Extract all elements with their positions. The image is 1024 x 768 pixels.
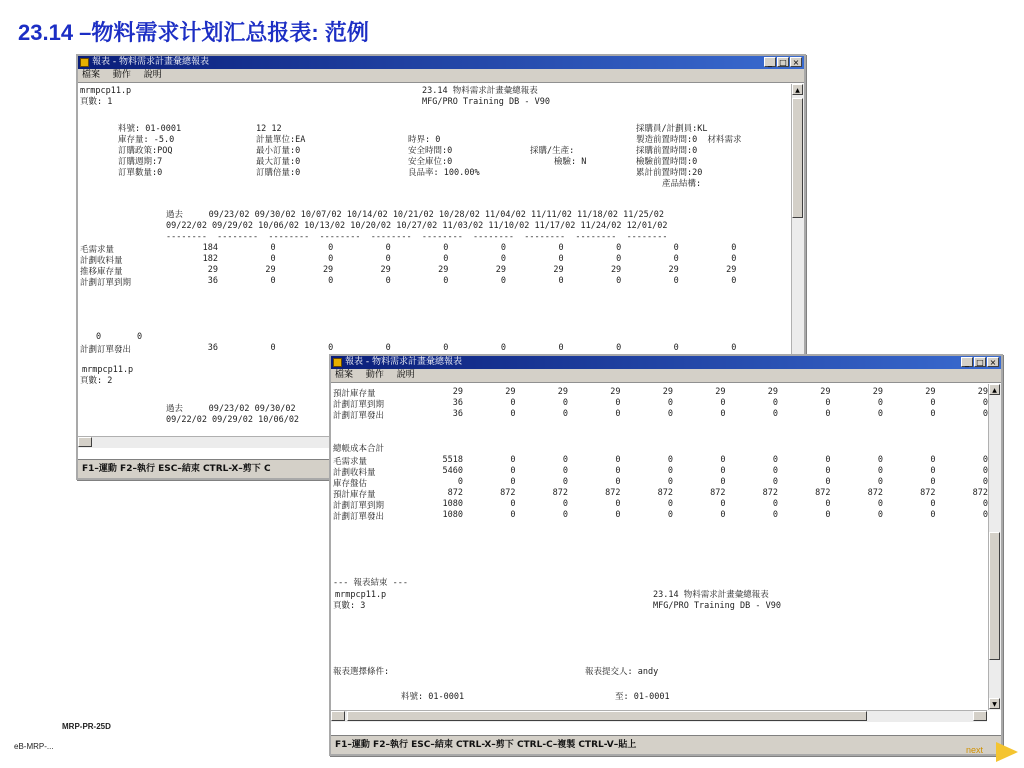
scroll-left-arrow[interactable]	[78, 437, 92, 447]
footer-left: eB-MRP-...	[14, 742, 54, 751]
row-cell: 872	[762, 488, 778, 498]
report-title: 23.14 物料需求計畫彙總報表	[653, 590, 769, 600]
row-cell: 0	[825, 398, 831, 408]
row-label: 計劃收料量	[333, 468, 376, 478]
field-mfg-lt: 製造前置時間:0 材料需求	[636, 135, 742, 145]
row-cell: 0	[825, 466, 831, 476]
row-cell: 0	[457, 477, 463, 487]
row-cell: 0	[825, 455, 831, 465]
menu-file[interactable]: 檔案	[335, 370, 354, 380]
report-content	[331, 384, 989, 710]
cost-section-title: 總帳成本合計	[333, 444, 385, 454]
row-cell: 0	[982, 409, 988, 419]
row-label: 計劃訂單發出	[80, 345, 132, 355]
report-code: mrmpcp11.p	[80, 86, 132, 96]
row-cell: 872	[605, 488, 621, 498]
scroll-up-arrow[interactable]: ▲	[989, 384, 1000, 395]
row-wrap-values: 0 0	[96, 332, 143, 342]
field-max-qty: 最大訂量:0	[256, 157, 301, 167]
field-structure: 產品結構:	[662, 179, 702, 189]
app-icon	[333, 358, 342, 367]
row-cell: 0	[877, 398, 883, 408]
row-cell: 0	[720, 398, 726, 408]
window-title: 報表 - 物料需求計畫彙總報表	[92, 57, 209, 67]
row-cell: 0	[558, 254, 564, 264]
row-cell: 0	[616, 343, 622, 353]
row-label: 計劃收料量	[80, 256, 123, 266]
row-cell: 0	[982, 477, 988, 487]
row-label: 毛需求量	[333, 457, 368, 467]
row-cell: 0	[443, 343, 449, 353]
row-cell: 0	[270, 243, 276, 253]
row-cell: 0	[615, 398, 621, 408]
row-cell: 0	[385, 254, 391, 264]
menu-file[interactable]: 檔案	[82, 70, 101, 80]
row-cell: 0	[877, 477, 883, 487]
row-cell: 872	[972, 488, 988, 498]
row-cell: 29	[207, 265, 218, 275]
row-cell: 872	[710, 488, 726, 498]
row-cell: 5460	[442, 466, 463, 476]
row-cell: 0	[720, 409, 726, 419]
next-label: next	[966, 745, 984, 755]
next-button[interactable]	[966, 742, 1018, 762]
row-cell: 29	[767, 387, 778, 397]
row-cell: 1080	[442, 499, 463, 509]
page2-code: mrmpcp11.p	[82, 365, 134, 375]
close-button[interactable]: ×	[790, 57, 802, 67]
row-cell: 0	[270, 254, 276, 264]
row-cell: 0	[930, 466, 936, 476]
row-cell: 0	[720, 455, 726, 465]
field-time-fence: 時界: 0	[408, 135, 441, 145]
row-cell: 0	[500, 276, 506, 286]
report-end-marker: --- 報表結束 ---	[333, 578, 408, 588]
close-button[interactable]: ×	[987, 357, 999, 367]
row-cell: 0	[562, 477, 568, 487]
row-cell: 0	[667, 466, 673, 476]
footer-code: MRP-PR-25D	[62, 722, 111, 731]
row-cell: 0	[615, 477, 621, 487]
row-cell: 36	[452, 398, 463, 408]
row-cell: 29	[322, 265, 334, 275]
table-row	[80, 243, 794, 254]
row-cell: 0	[558, 276, 564, 286]
row-cell: 29	[380, 265, 391, 275]
row-cell: 29	[715, 387, 726, 397]
period-footer-end: 09/22/02 09/29/02 10/06/02	[166, 415, 300, 425]
row-cell: 0	[667, 455, 673, 465]
row-cell: 0	[615, 499, 621, 509]
scroll-down-arrow[interactable]: ▼	[989, 698, 1000, 709]
menu-help[interactable]: 說明	[396, 370, 415, 380]
page3-number: 頁數: 3	[333, 601, 366, 611]
row-cell: 0	[772, 398, 778, 408]
row-cell: 872	[815, 488, 831, 498]
table-row	[80, 254, 794, 265]
table-row	[80, 276, 794, 287]
menu-action[interactable]: 動作	[112, 70, 131, 80]
row-cell: 872	[447, 488, 463, 498]
table-row	[80, 343, 794, 354]
row-cell: 0	[500, 343, 506, 353]
row-cell: 29	[662, 387, 673, 397]
maximize-button[interactable]: □	[974, 357, 986, 367]
horizontal-scrollbar[interactable]	[331, 710, 987, 722]
criteria-item-from: 料號: 01-0001	[401, 692, 465, 702]
maximize-button[interactable]: □	[777, 57, 789, 67]
menu-help[interactable]: 說明	[143, 70, 162, 80]
row-cell: 0	[673, 254, 679, 264]
period-footer-start: 過去 09/23/02 09/30/02	[166, 404, 296, 414]
row-cell: 0	[982, 398, 988, 408]
table-row	[333, 455, 991, 466]
field-period: 訂購週期:7	[118, 157, 163, 167]
row-cell: 0	[772, 499, 778, 509]
row-cell: 872	[500, 488, 516, 498]
row-cell: 0	[385, 343, 391, 353]
row-cell: 0	[510, 409, 516, 419]
row-cell: 0	[982, 510, 988, 520]
row-cell: 0	[500, 254, 506, 264]
row-cell: 0	[562, 455, 568, 465]
row-cell: 36	[207, 343, 218, 353]
minimize-button[interactable]: _	[961, 357, 973, 367]
minimize-button[interactable]: _	[764, 57, 776, 67]
field-order-qty: 訂單數量:0	[118, 168, 163, 178]
row-label: 推移庫存量	[80, 267, 123, 277]
row-cell: 0	[877, 455, 883, 465]
row-cell: 5518	[442, 455, 463, 465]
report-db: MFG/PRO Training DB - V90	[653, 601, 781, 611]
row-cell: 184	[202, 243, 218, 253]
period-dashes: -------- -------- -------- -------- -------- -------- -------- -------- -------- --------	[166, 232, 668, 242]
row-cell: 0	[772, 477, 778, 487]
table-row	[80, 265, 794, 276]
field-um: 計量單位:EA	[256, 135, 306, 145]
row-cell: 0	[825, 510, 831, 520]
status-bar: F1–運動 F2–執行 ESC–結束 CTRL-X–剪下 CTRL-C–複製 CTRL-V–貼上	[331, 735, 1001, 754]
window-controls	[961, 357, 999, 367]
submitter: 報表提交人: andy	[585, 667, 659, 677]
row-cell: 29	[610, 265, 622, 275]
row-label: 計劃訂單到期	[333, 400, 385, 410]
row-cell: 872	[920, 488, 936, 498]
period-header-end: 09/22/02 09/29/02 10/06/02 10/13/02 10/20/02 10/27/02 11/03/02 11/10/02 11/17/02 11/24/02 12/01/02	[166, 221, 668, 231]
row-cell: 0	[930, 499, 936, 509]
row-cell: 0	[772, 510, 778, 520]
scroll-left-arrow[interactable]	[331, 711, 345, 721]
row-cell: 0	[667, 398, 673, 408]
row-cell: 29	[668, 265, 679, 275]
table-row	[333, 510, 991, 521]
field-pur-mfg: 採購/生產:	[530, 146, 575, 156]
field-ins-lt: 檢驗前置時間:0	[636, 157, 698, 167]
row-cell: 0	[877, 499, 883, 509]
row-cell: 0	[328, 343, 334, 353]
row-cell: 0	[720, 477, 726, 487]
horizontal-scroll-thumb[interactable]	[347, 711, 867, 721]
row-cell: 1080	[442, 510, 463, 520]
row-cell: 0	[731, 243, 737, 253]
row-cell: 0	[720, 499, 726, 509]
row-cell: 0	[510, 510, 516, 520]
row-cell: 0	[982, 499, 988, 509]
criteria-item-to: 至: 01-0001	[615, 692, 670, 702]
row-cell: 182	[202, 254, 218, 264]
scroll-thumb[interactable]	[792, 98, 803, 218]
table-row	[333, 499, 991, 510]
field-multiple: 訂購倍量:0	[256, 168, 301, 178]
row-label: 計劃訂單到期	[333, 501, 385, 511]
row-cell: 0	[930, 510, 936, 520]
app-icon	[80, 58, 89, 67]
scroll-up-arrow[interactable]: ▲	[792, 84, 803, 95]
row-cell: 0	[930, 455, 936, 465]
row-cell: 0	[562, 409, 568, 419]
row-cell: 36	[452, 409, 463, 419]
row-cell: 0	[731, 276, 737, 286]
table-row	[333, 477, 991, 488]
row-cell: 29	[557, 387, 568, 397]
row-cell: 29	[265, 265, 276, 275]
row-cell: 0	[877, 466, 883, 476]
report-title: 23.14 物料需求計畫彙總報表	[422, 86, 538, 96]
field-safety-stock: 安全庫位:0	[408, 157, 453, 167]
row-label: 計劃訂單發出	[333, 512, 385, 522]
row-cell: 0	[510, 477, 516, 487]
row-cell: 0	[877, 510, 883, 520]
row-cell: 872	[657, 488, 673, 498]
slide-title: 23.14 –物料需求计划汇总报表: 范例	[18, 20, 369, 45]
row-cell: 0	[667, 499, 673, 509]
field-inspect: 檢驗: N	[554, 157, 587, 167]
row-cell: 0	[510, 398, 516, 408]
row-cell: 0	[673, 343, 679, 353]
row-cell: 0	[385, 276, 391, 286]
row-cell: 0	[825, 409, 831, 419]
row-cell: 0	[510, 499, 516, 509]
page2-number: 頁數: 2	[80, 376, 113, 386]
table-row	[333, 398, 991, 409]
row-cell: 0	[982, 466, 988, 476]
field-pur-lt: 採購前置時間:0	[636, 146, 698, 156]
page3-code: mrmpcp11.p	[335, 590, 387, 600]
row-cell: 0	[328, 276, 334, 286]
row-cell: 36	[207, 276, 218, 286]
table-row	[333, 488, 991, 499]
row-cell: 0	[673, 276, 679, 286]
row-cell: 0	[930, 409, 936, 419]
row-cell: 0	[270, 276, 276, 286]
row-cell: 0	[500, 243, 506, 253]
row-cell: 29	[438, 265, 449, 275]
row-cell: 0	[720, 466, 726, 476]
row-cell: 0	[720, 510, 726, 520]
row-cell: 0	[772, 455, 778, 465]
row-cell: 0	[562, 499, 568, 509]
field-onhand: 庫存量: -5.0	[118, 135, 175, 145]
row-cell: 29	[820, 387, 831, 397]
field-site: 12 12	[256, 124, 282, 134]
report-window-front	[329, 354, 1003, 756]
row-cell: 29	[726, 265, 737, 275]
row-cell: 0	[562, 398, 568, 408]
period-header-start: 過去 09/23/02 09/30/02 10/07/02 10/14/02 10/21/02 10/28/02 11/04/02 11/11/02 11/18/02 11/25/02	[166, 210, 665, 220]
row-cell: 29	[610, 387, 621, 397]
table-row	[333, 387, 991, 398]
row-cell: 0	[328, 243, 334, 253]
row-cell: 0	[443, 254, 449, 264]
vertical-scrollbar[interactable]	[988, 384, 1001, 710]
row-cell: 872	[552, 488, 568, 498]
row-cell: 872	[867, 488, 883, 498]
row-cell: 0	[825, 499, 831, 509]
status-bar: F1–運動 F2–執行 ESC–結束 CTRL-X–剪下 C	[78, 459, 804, 478]
report-db: MFG/PRO Training DB - V90	[422, 97, 550, 107]
row-cell: 29	[872, 387, 883, 397]
row-cell: 0	[562, 510, 568, 520]
row-cell: 0	[667, 477, 673, 487]
row-cell: 0	[930, 477, 936, 487]
row-cell: 0	[667, 409, 673, 419]
row-cell: 29	[925, 387, 936, 397]
row-label: 預計庫存量	[333, 490, 376, 500]
row-cell: 0	[731, 254, 737, 264]
row-label: 預計庫存量	[333, 389, 376, 399]
row-cell: 29	[505, 387, 516, 397]
row-cell: 0	[443, 276, 449, 286]
window-titlebar[interactable]	[78, 56, 804, 69]
row-cell: 0	[385, 243, 391, 253]
window-titlebar[interactable]	[331, 356, 1001, 369]
row-cell: 0	[558, 243, 564, 253]
next-arrow-icon	[996, 742, 1018, 762]
row-cell: 0	[673, 243, 679, 253]
row-cell: 29	[495, 265, 506, 275]
row-label: 計劃訂單到期	[80, 278, 132, 288]
row-cell: 0	[510, 455, 516, 465]
row-cell: 29	[977, 387, 988, 397]
field-policy: 訂購政策:POQ	[118, 146, 173, 156]
row-cell: 0	[328, 254, 334, 264]
row-cell: 0	[510, 466, 516, 476]
menubar	[331, 369, 1001, 383]
row-cell: 0	[616, 243, 622, 253]
field-cum-lt: 累計前置時間:20	[636, 168, 703, 178]
row-label: 毛需求量	[80, 245, 115, 255]
row-cell: 0	[667, 510, 673, 520]
table-row	[333, 466, 991, 477]
row-cell: 0	[558, 343, 564, 353]
row-cell: 0	[616, 254, 622, 264]
window-title: 報表 - 物料需求計畫彙總報表	[345, 357, 462, 367]
row-label: 計劃訂單發出	[333, 411, 385, 421]
row-cell: 0	[443, 243, 449, 253]
field-min-qty: 最小訂量:0	[256, 146, 301, 156]
row-cell: 0	[562, 466, 568, 476]
row-label: 庫存盤估	[333, 479, 368, 489]
scroll-thumb[interactable]	[989, 532, 1000, 660]
page-number: 頁數: 1	[80, 97, 113, 107]
row-cell: 29	[452, 387, 463, 397]
field-safety-time: 安全時間:0	[408, 146, 453, 156]
field-yield: 良品率: 100.00%	[408, 168, 480, 178]
window-controls	[764, 57, 802, 67]
row-cell: 0	[616, 276, 622, 286]
row-cell: 0	[877, 409, 883, 419]
menubar	[78, 69, 804, 83]
field-item: 料號: 01-0001	[118, 124, 182, 134]
row-cell: 0	[982, 455, 988, 465]
field-buyer: 採購員/計劃員:KL	[636, 124, 708, 134]
criteria-label: 報表選擇條件:	[333, 667, 390, 677]
row-cell: 0	[930, 398, 936, 408]
row-cell: 0	[772, 466, 778, 476]
table-row	[333, 409, 991, 420]
row-cell: 0	[270, 343, 276, 353]
row-cell: 0	[615, 455, 621, 465]
row-cell: 0	[731, 343, 737, 353]
row-cell: 0	[615, 466, 621, 476]
row-cell: 0	[825, 477, 831, 487]
row-cell: 0	[772, 409, 778, 419]
scroll-right-arrow[interactable]	[973, 711, 987, 721]
row-cell: 0	[615, 409, 621, 419]
menu-action[interactable]: 動作	[365, 370, 384, 380]
row-cell: 29	[553, 265, 564, 275]
row-cell: 0	[615, 510, 621, 520]
